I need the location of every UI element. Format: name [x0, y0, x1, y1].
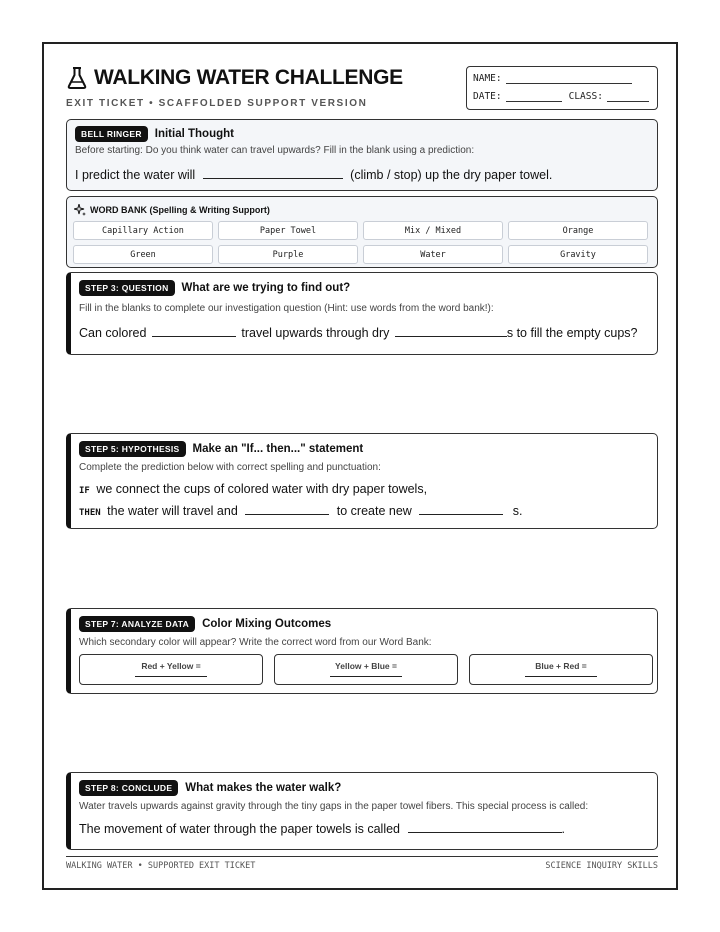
then-part1: the water will travel and — [107, 504, 238, 518]
step3-instruction: Fill in the blanks to complete our investigation question (Hint: use words from the word bank!): — [79, 303, 494, 314]
bell-ringer-instruction: Before starting: Do you think water can travel upwards? Fill in the blank using a prediction: — [75, 145, 475, 156]
mix-label: Blue + Red = — [535, 661, 587, 671]
step8-instruction: Water travels upwards against gravity through the tiny gaps in the paper towel fibers. This special process is called: — [79, 801, 589, 812]
step8-conclude-box — [66, 772, 658, 850]
step7-heading: Color Mixing Outcomes — [202, 618, 332, 630]
bell-ringer-tag: BELL RINGER — [75, 126, 148, 142]
page-subtitle: EXIT TICKET • SCAFFOLDED SUPPORT VERSION — [66, 98, 368, 109]
footer-left: WALKING WATER • SUPPORTED EXIT TICKET — [66, 861, 256, 871]
if-text: we connect the cups of colored water with dry paper towels, — [96, 482, 428, 496]
name-label: NAME: — [473, 73, 502, 84]
class-label: CLASS: — [568, 91, 603, 102]
step3-tag: STEP 3: QUESTION — [79, 280, 175, 296]
step5-heading: Make an "If... then..." statement — [192, 443, 364, 455]
step5-if-line — [79, 482, 427, 496]
footer-right: SCIENCE INQUIRY SKILLS — [545, 861, 658, 871]
sparkle-icon — [74, 204, 86, 216]
step3-part2: travel upwards through dry — [241, 326, 390, 340]
step8-sentence — [79, 822, 565, 836]
page-title: WALKING WATER CHALLENGE — [94, 66, 403, 89]
then-keyword: THEN — [79, 508, 101, 518]
word-bank-item: Paper Towel — [218, 221, 358, 240]
step3-blank-2[interactable] — [395, 335, 507, 337]
step5-then-line — [79, 504, 523, 518]
step8-period: . — [561, 822, 565, 836]
word-bank-item: Orange — [508, 221, 648, 240]
mix-cell-red-yellow[interactable] — [79, 654, 263, 685]
footer — [66, 856, 658, 871]
then-part2: to create new — [336, 504, 412, 518]
student-info-box — [466, 66, 658, 110]
mix-answer-blank[interactable] — [135, 676, 207, 677]
mix-label: Red + Yellow = — [141, 661, 201, 671]
word-bank-item: Purple — [218, 245, 358, 264]
word-bank-item: Capillary Action — [73, 221, 213, 240]
step3-question-box — [66, 272, 658, 355]
word-bank-item: Green — [73, 245, 213, 264]
date-field[interactable] — [506, 92, 562, 102]
date-label: DATE: — [473, 91, 502, 102]
step7-tag: STEP 7: ANALYZE DATA — [79, 616, 195, 632]
mix-label: Yellow + Blue = — [335, 661, 397, 671]
step3-heading: What are we trying to find out? — [181, 282, 351, 294]
step5-hypothesis-box — [66, 433, 658, 529]
class-field[interactable] — [607, 92, 649, 102]
step3-part1: Can colored — [79, 326, 147, 340]
word-bank-grid — [73, 221, 649, 264]
step8-heading: What makes the water walk? — [185, 782, 342, 794]
step5-blank-2[interactable] — [419, 513, 503, 515]
step3-blank-1[interactable] — [152, 335, 236, 337]
word-bank-item: Mix / Mixed — [363, 221, 503, 240]
mix-row — [79, 654, 653, 685]
if-keyword: IF — [79, 486, 90, 496]
step8-tag: STEP 8: CONCLUDE — [79, 780, 178, 796]
bell-ringer-box — [66, 119, 658, 191]
step8-sentence-text: The movement of water through the paper towels is called — [79, 822, 401, 836]
then-part3: s. — [512, 504, 523, 518]
mix-answer-blank[interactable] — [330, 676, 402, 677]
worksheet-page — [42, 42, 678, 890]
word-bank-box — [66, 196, 658, 268]
bell-ringer-sentence — [75, 168, 552, 182]
word-bank-heading: WORD BANK (Spelling & Writing Support) — [90, 205, 270, 215]
step7-instruction: Which secondary color will appear? Write the correct word from our Word Bank: — [79, 637, 432, 648]
step3-sentence — [79, 326, 637, 340]
step5-blank-1[interactable] — [245, 513, 329, 515]
step7-analyze-box — [66, 608, 658, 694]
word-bank-item: Gravity — [508, 245, 648, 264]
name-field[interactable] — [506, 74, 632, 84]
bell-ringer-heading: Initial Thought — [154, 128, 234, 140]
step8-blank[interactable] — [408, 831, 562, 833]
title-row — [66, 66, 403, 90]
word-bank-item: Water — [363, 245, 503, 264]
prediction-blank[interactable] — [203, 177, 343, 179]
mix-answer-blank[interactable] — [525, 676, 597, 677]
step5-tag: STEP 5: HYPOTHESIS — [79, 441, 186, 457]
mix-cell-blue-red[interactable] — [469, 654, 653, 685]
sentence-start: I predict the water will — [75, 168, 196, 182]
sentence-end: (climb / stop) up the dry paper towel. — [350, 168, 553, 182]
mix-cell-yellow-blue[interactable] — [274, 654, 458, 685]
step3-part3: s to fill the empty cups? — [506, 326, 638, 340]
flask-icon — [66, 66, 88, 90]
step5-instruction: Complete the prediction below with correct spelling and punctuation: — [79, 462, 381, 473]
